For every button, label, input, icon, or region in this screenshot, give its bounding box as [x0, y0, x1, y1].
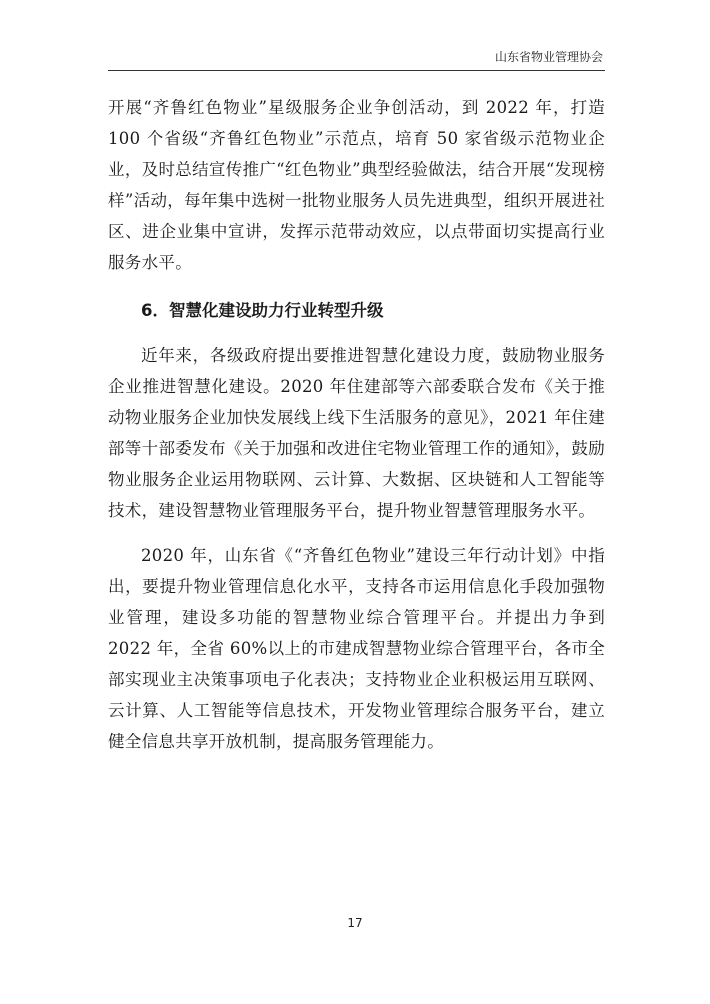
document-body — [108, 92, 605, 757]
paragraph-gap — [108, 526, 605, 540]
header-title: 山东省物业管理协会 — [494, 50, 603, 64]
paragraph-1: 开展“齐鲁红色物业”星级服务企业争创活动，到 2022 年，打造 100 个省级“齐鲁红色物业”示范点，培育 50 家省级示范物业企业，及时总结宣传推广“红色物业”典型经验做法，结合开展“发现榜样”活动，每年集中选树一批物业服务人员先进典型，组织开展进社区、进企业集中宣讲，发挥示范带动效应，以点带面切实提高行业服务水平。 — [108, 98, 605, 272]
section-heading: 6．智慧化建设助力行业转型升级 — [141, 301, 384, 320]
paragraph-3: 2020 年，山东省《“齐鲁红色物业”建设三年行动计划》中指出，要提升物业管理信息化水平，支持各市运用信息化手段加强物业管理，建设多功能的智慧物业综合管理平台。并提出力争到 2022 年，全省 60%以上的市建成智慧物业综合管理平台，各市全部实现业主决策事项电子化表决；支持物业企业积极运用互联网、云计算、人工智能等信息技术，开发物业管理综合服务平台，建立健全信息共享开放机制，提高服务管理能力。 — [108, 546, 605, 751]
page-number: 17 — [347, 916, 363, 930]
page-header — [108, 44, 605, 71]
paragraph-2: 近年来，各级政府提出要推进智慧化建设力度，鼓励物业服务企业推进智慧化建设。2020 年住建部等六部委联合发布《关于推动物业服务企业加快发展线上线下生活服务的意见》，2021 年住建部等十部委发布《关于加强和改进住宅物业管理工作的通知》，鼓励物业服务企业运用物联网、云计算、大数据、区块链和人工智能等技术，建设智慧物业管理服务平台，提升物业智慧管理服务水平。 — [108, 346, 605, 520]
